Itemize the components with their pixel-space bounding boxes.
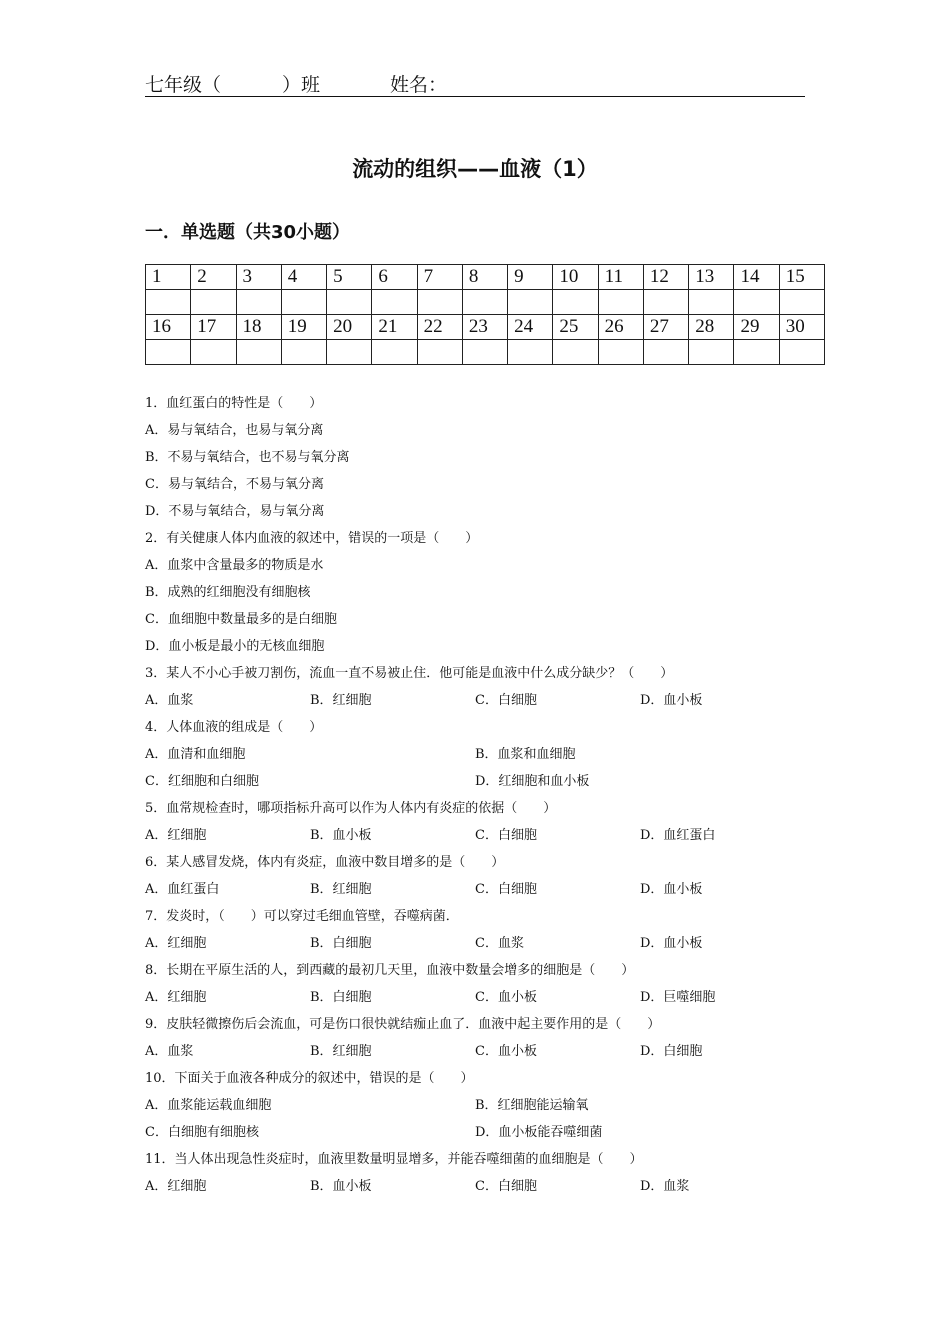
answer-option: D．血浆 <box>640 1179 690 1194</box>
answer-option: A．血浆 <box>145 693 194 708</box>
answer-number-cell: 22 <box>417 315 462 340</box>
answer-blank-cell[interactable] <box>417 340 462 365</box>
answer-number-cell: 11 <box>598 265 643 290</box>
answer-number-cell: 23 <box>462 315 507 340</box>
answer-number-cell: 18 <box>236 315 281 340</box>
question-stem: 8．长期在平原生活的人，到西藏的最初几天里，血液中数量会增多的细胞是（ ） <box>145 963 635 978</box>
question-stem: 6．某人感冒发烧，体内有炎症，血液中数目增多的是（ ） <box>145 855 505 870</box>
answer-number-cell: 13 <box>689 265 734 290</box>
answer-blank-row <box>146 290 825 315</box>
answer-number-cell: 12 <box>643 265 688 290</box>
answer-blank-cell[interactable] <box>508 340 553 365</box>
question-stem: 7．发炎时，（ ）可以穿过毛细血管壁，吞噬病菌． <box>145 909 459 924</box>
answer-option: D．白细胞 <box>640 1044 703 1059</box>
answer-option: C．血浆 <box>475 936 524 951</box>
answer-number-cell: 26 <box>598 315 643 340</box>
answer-option: B．血小板 <box>310 828 372 843</box>
answer-option: A．血清和血细胞 <box>145 747 246 762</box>
answer-blank-cell[interactable] <box>462 290 507 315</box>
answer-blank-cell[interactable] <box>779 340 824 365</box>
answer-blank-cell[interactable] <box>191 340 236 365</box>
answer-blank-cell[interactable] <box>689 340 734 365</box>
answer-blank-cell[interactable] <box>236 290 281 315</box>
answer-option: B．白细胞 <box>310 990 372 1005</box>
answer-number-cell: 2 <box>191 265 236 290</box>
answer-option: C．血小板 <box>475 1044 537 1059</box>
answer-option: C．易与氧结合，不易与氧分离 <box>145 477 324 492</box>
question-stem: 5．血常规检查时，哪项指标升高可以作为人体内有炎症的依据（ ） <box>145 801 557 816</box>
grade-label: 七年级（ <box>145 74 222 96</box>
answer-blank-cell[interactable] <box>689 290 734 315</box>
answer-number-cell: 7 <box>417 265 462 290</box>
answer-blank-cell[interactable] <box>146 290 191 315</box>
answer-number-cell: 14 <box>734 265 779 290</box>
answer-blank-cell[interactable] <box>734 290 779 315</box>
answer-number-cell: 27 <box>643 315 688 340</box>
answer-blank-cell[interactable] <box>598 290 643 315</box>
answer-blank-cell[interactable] <box>372 290 417 315</box>
question-stem: 1．血红蛋白的特性是（ ） <box>145 396 323 411</box>
answer-option: A．红细胞 <box>145 828 207 843</box>
answer-option: C．白细胞 <box>475 1179 537 1194</box>
answer-blank-cell[interactable] <box>191 290 236 315</box>
answer-number-cell: 8 <box>462 265 507 290</box>
answer-option: B．血浆和血细胞 <box>475 747 576 762</box>
answer-number-cell: 20 <box>327 315 372 340</box>
answer-number-cell: 16 <box>146 315 191 340</box>
answer-option: D．血红蛋白 <box>640 828 716 843</box>
answer-option: A．血浆中含量最多的物质是水 <box>145 558 324 573</box>
answer-option: B．不易与氧结合，也不易与氧分离 <box>145 450 350 465</box>
answer-blank-cell[interactable] <box>553 340 598 365</box>
answer-blank-cell[interactable] <box>643 340 688 365</box>
answer-number-cell: 4 <box>281 265 326 290</box>
answer-option: D．不易与氧结合，易与氧分离 <box>145 504 325 519</box>
answer-option: B．红细胞 <box>310 693 372 708</box>
question-stem: 4．人体血液的组成是（ ） <box>145 720 323 735</box>
answer-blank-cell[interactable] <box>643 290 688 315</box>
answer-blank-cell[interactable] <box>734 340 779 365</box>
name-label: 姓名： <box>390 74 448 96</box>
answer-number-cell: 10 <box>553 265 598 290</box>
question-stem: 10．下面关于血液各种成分的叙述中，错误的是（ ） <box>145 1071 474 1086</box>
answer-number-cell: 28 <box>689 315 734 340</box>
question-stem: 3．某人不小心手被刀割伤，流血一直不易被止住．他可能是血液中什么成分缺少？（ ） <box>145 666 674 681</box>
answer-option: C．白细胞 <box>475 882 537 897</box>
answer-option: A．血红蛋白 <box>145 882 220 897</box>
question-stem: 11．当人体出现急性炎症时，血液里数量明显增多，并能吞噬细菌的血细胞是（ ） <box>145 1152 643 1167</box>
answer-number-cell: 5 <box>327 265 372 290</box>
answer-option: C．血细胞中数量最多的是白细胞 <box>145 612 337 627</box>
answer-blank-cell[interactable] <box>236 340 281 365</box>
answer-blank-cell[interactable] <box>281 290 326 315</box>
answer-option: B．红细胞 <box>310 1044 372 1059</box>
answer-number-cell: 1 <box>146 265 191 290</box>
answer-number-cell: 29 <box>734 315 779 340</box>
answer-option: B．成熟的红细胞没有细胞核 <box>145 585 311 600</box>
answer-option: C．白细胞 <box>475 693 537 708</box>
answer-blank-cell[interactable] <box>779 290 824 315</box>
answer-option: D．血小板 <box>640 693 703 708</box>
answer-option: A．红细胞 <box>145 936 207 951</box>
answer-blank-cell[interactable] <box>553 290 598 315</box>
answer-option: D．血小板 <box>640 882 703 897</box>
answer-number-cell: 25 <box>553 315 598 340</box>
class-label: ）班 <box>282 74 321 96</box>
answer-blank-cell[interactable] <box>462 340 507 365</box>
answer-option: D．血小板 <box>640 936 703 951</box>
answer-number-cell: 24 <box>508 315 553 340</box>
answer-option: A．血浆 <box>145 1044 194 1059</box>
answer-option: A．红细胞 <box>145 990 207 1005</box>
question-stem: 9．皮肤轻微擦伤后会流血，可是伤口很快就结痂止血了．血液中起主要作用的是（ ） <box>145 1017 661 1032</box>
answer-blank-row <box>146 340 825 365</box>
answer-blank-cell[interactable] <box>417 290 462 315</box>
answer-blank-cell[interactable] <box>327 340 372 365</box>
answer-option: A．易与氧结合，也易与氧分离 <box>145 423 324 438</box>
answer-option: C．红细胞和白细胞 <box>145 774 259 789</box>
answer-option: B．红细胞 <box>310 882 372 897</box>
answer-option: D．红细胞和血小板 <box>475 774 590 789</box>
answer-blank-cell[interactable] <box>327 290 372 315</box>
answer-number-row <box>146 265 825 290</box>
answer-blank-cell[interactable] <box>146 340 191 365</box>
answer-option: D．血小板是最小的无核血细胞 <box>145 639 325 654</box>
answer-option: B．白细胞 <box>310 936 372 951</box>
answer-blank-cell[interactable] <box>598 340 643 365</box>
answer-option: C．白细胞 <box>475 828 537 843</box>
answer-number-cell: 6 <box>372 265 417 290</box>
answer-number-row <box>146 315 825 340</box>
answer-option: A．红细胞 <box>145 1179 207 1194</box>
answer-option: C．血小板 <box>475 990 537 1005</box>
answer-blank-cell[interactable] <box>508 290 553 315</box>
question-list <box>145 393 825 1203</box>
answer-number-cell: 15 <box>779 265 824 290</box>
answer-option: D．血小板能吞噬细菌 <box>475 1125 603 1140</box>
section-heading: 一．单选题（共30小题） <box>145 222 351 243</box>
answer-blank-cell[interactable] <box>281 340 326 365</box>
answer-grid <box>145 264 825 365</box>
answer-option: D．巨噬细胞 <box>640 990 716 1005</box>
answer-number-cell: 30 <box>779 315 824 340</box>
answer-number-cell: 3 <box>236 265 281 290</box>
question-stem: 2．有关健康人体内血液的叙述中，错误的一项是（ ） <box>145 531 479 546</box>
answer-number-cell: 9 <box>508 265 553 290</box>
answer-blank-cell[interactable] <box>372 340 417 365</box>
answer-option: C．白细胞有细胞核 <box>145 1125 259 1140</box>
page-title: 流动的组织——血液（1） <box>352 157 598 181</box>
answer-option: A．血浆能运载血细胞 <box>145 1098 272 1113</box>
answer-number-cell: 19 <box>281 315 326 340</box>
answer-option: B．血小板 <box>310 1179 372 1194</box>
answer-number-cell: 17 <box>191 315 236 340</box>
answer-number-cell: 21 <box>372 315 417 340</box>
student-info-line <box>145 68 805 97</box>
answer-option: B．红细胞能运输氧 <box>475 1098 589 1113</box>
